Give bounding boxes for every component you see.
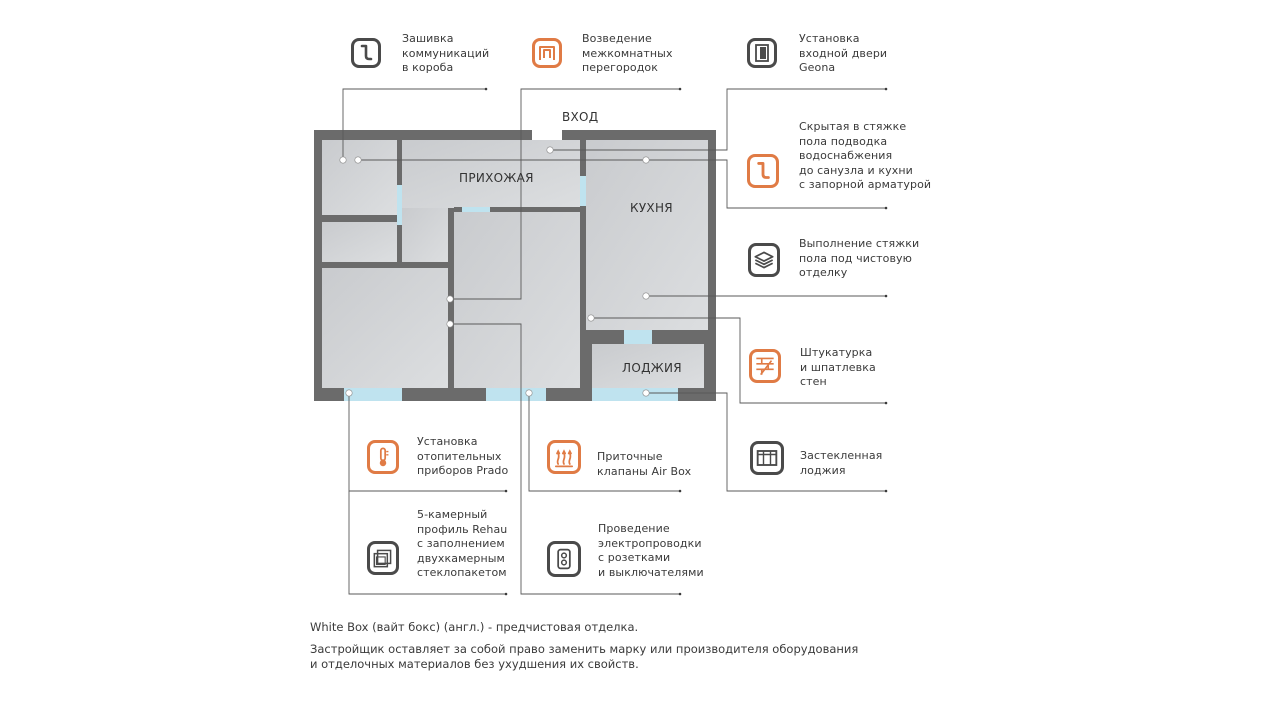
label-sewing-communications: Зашивка коммуникаций в короба	[402, 32, 490, 74]
anchor-point	[340, 157, 346, 163]
entrance-gap	[532, 128, 562, 142]
inner-wall	[322, 215, 397, 222]
label-hidden-water-supply: Скрытая в стяжке пола подводка водоснабжения до санузла и кухни с запорной арматурой	[799, 120, 932, 191]
anchor-point	[588, 315, 594, 321]
room-label-hallway: ПРИХОЖАЯ	[459, 171, 534, 185]
label-plastering: Штукатурка и шпатлевка стен	[800, 346, 876, 388]
partition-icon	[532, 38, 562, 68]
leader-end	[679, 490, 682, 493]
leader-end	[885, 88, 888, 91]
anchor-point	[526, 390, 532, 396]
door-opening	[397, 185, 402, 225]
anchor-point	[355, 157, 361, 163]
label-glazed-loggia: Застекленная лоджия	[800, 449, 883, 477]
kitchen-floor	[586, 140, 708, 330]
anchor-point	[447, 321, 453, 327]
anchor-point	[643, 157, 649, 163]
door-opening	[462, 207, 490, 212]
footnote-definition: White Box (вайт бокс) (англ.) - предчистовая отделка.	[310, 620, 639, 634]
anchor-point	[643, 293, 649, 299]
leader-end	[679, 593, 682, 596]
leader-end	[885, 295, 888, 298]
bedroom-floor	[322, 268, 448, 388]
anchor-point	[547, 147, 553, 153]
room-label-kitchen: КУХНЯ	[630, 201, 673, 215]
label-entrance-door: Установка входной двери Geona	[799, 32, 888, 74]
thermometer-icon	[367, 440, 399, 474]
door-opening	[580, 176, 586, 206]
leader-end	[885, 490, 888, 493]
plaster-icon	[749, 349, 781, 383]
label-window-profile: 5-камерный профиль Rehau с заполнением двухкамерным стеклопакетом	[417, 508, 508, 579]
toilet-floor	[322, 222, 397, 262]
pipe-icon	[747, 154, 779, 188]
living-room-floor	[454, 212, 580, 388]
layers-icon	[748, 243, 780, 277]
window-icon	[750, 441, 784, 475]
leader-end	[505, 593, 508, 596]
anchor-point	[447, 296, 453, 302]
window	[624, 330, 652, 344]
bathroom-floor	[322, 140, 397, 215]
anchor-point	[346, 390, 352, 396]
inner-wall	[322, 262, 448, 268]
leader-end	[885, 402, 888, 405]
socket-icon	[547, 541, 581, 577]
label-electrical: Проведение электропроводки с розетками и выключателями	[598, 522, 704, 579]
leader-end	[505, 490, 508, 493]
pipe-icon	[351, 38, 381, 68]
corridor-floor	[402, 208, 448, 265]
leader-end	[679, 88, 682, 91]
window	[486, 388, 546, 401]
leader-end	[885, 207, 888, 210]
window-profile-icon	[367, 541, 399, 575]
anchor-point	[643, 390, 649, 396]
label-air-valves: Приточные клапаны Air Box	[597, 450, 692, 478]
heat-waves-icon	[547, 440, 581, 474]
footnote-disclaimer: Застройщик оставляет за собой право заменить марку или производителя оборудования и отделочных материалов без ухудшения их свойств.	[310, 642, 859, 671]
label-partitions: Возведение межкомнатных перегородок	[582, 32, 673, 74]
window	[344, 388, 402, 401]
room-label-entrance: ВХОД	[562, 110, 599, 124]
room-label-loggia: ЛОДЖИЯ	[622, 361, 682, 375]
leader-end	[485, 88, 488, 91]
label-heating: Установка отопительных приборов Prado	[417, 435, 509, 477]
window	[592, 388, 678, 401]
door-icon	[747, 38, 777, 68]
label-floor-screed: Выполнение стяжки пола под чистовую отделку	[799, 237, 920, 279]
